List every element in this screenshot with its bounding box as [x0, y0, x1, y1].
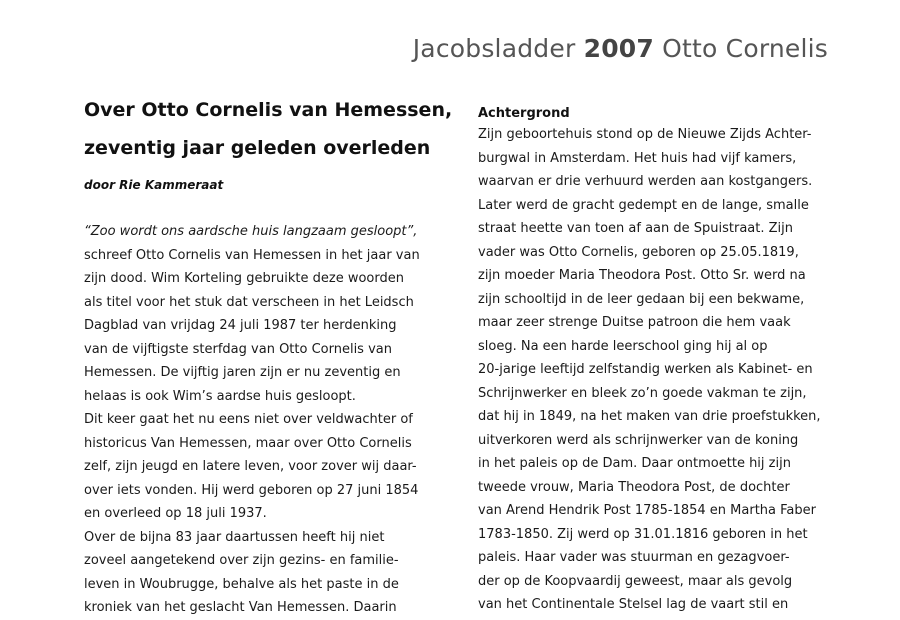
- text-line: en overleed op 18 juli 1937.: [84, 506, 267, 521]
- text-line: Schrijnwerker en bleek zo’n goede vakman te zijn,: [478, 385, 807, 401]
- text-line: Later werd de gracht gedempt en de lange, smalle: [478, 197, 809, 213]
- text-line: van Arend Hendrik Post 1785-1854 en Martha Faber: [478, 503, 816, 518]
- text-line: leven in Woubrugge, behalve als het paste in de: [84, 576, 399, 592]
- text-line: paleis. Haar vader was stuurman en gezagvoer-: [478, 550, 790, 565]
- text-line: Over de bijna 83 jaar daartussen heeft hij niet: [84, 529, 385, 545]
- text-line: zijn moeder Maria Theodora Post. Otto Sr. werd na: [478, 268, 806, 283]
- text-line: “Zoo wordt ons aardsche huis langzaam gesloopt”,: [84, 224, 418, 239]
- section-heading: Achtergrond: [478, 106, 570, 121]
- text-line: dat hij in 1849, na het maken van drie proefstukken,: [478, 409, 821, 424]
- text-line: Dit keer gaat het nu eens niet over veldwachter of: [84, 412, 413, 427]
- article-byline: door Rie Kammeraat: [84, 178, 224, 192]
- text-line: 20-jarige leeftijd zelfstandig werken als Kabinet- en: [478, 362, 813, 377]
- header-title-part1: Jacobsladder: [412, 34, 576, 63]
- text-line: van het Continentale Stelsel lag de vaart stil en: [478, 597, 789, 612]
- text-line: over iets vonden. Hij werd geboren op 27 juni 1854: [84, 482, 419, 498]
- text-line: kroniek van het geslacht Van Hemessen. Daarin: [84, 600, 397, 615]
- text-line: zelf, zijn jeugd en latere leven, voor zover wij daar-: [84, 459, 417, 474]
- text-line: als titel voor het stuk dat verscheen in het Leidsch: [84, 294, 414, 310]
- text-line: Dagblad van vrijdag 24 juli 1987 ter herdenking: [84, 318, 397, 333]
- text-line: schreef Otto Cornelis van Hemessen in het jaar van: [84, 247, 420, 263]
- text-line: van de vijftigste sterfdag van Otto Cornelis van: [84, 341, 392, 357]
- text-line: zijn schooltijd in de leer gedaan bij een bekwame,: [478, 291, 805, 307]
- right-column-text: [478, 123, 821, 617]
- article-title-line-1: Over Otto Cornelis van Hemessen,: [84, 99, 453, 121]
- text-line: der op de Koopvaardij geweest, maar als gevolg: [478, 573, 793, 589]
- left-column-text: [84, 220, 420, 620]
- text-line: historicus Van Hemessen, maar over Otto Cornelis: [84, 435, 412, 451]
- text-line: straat heette van toen af aan de Spuistraat. Zijn: [478, 221, 793, 236]
- text-line: sloeg. Na een harde leerschool ging hij al op: [478, 338, 768, 354]
- text-line: Hemessen. De vijftig jaren zijn er nu zeventig en: [84, 365, 401, 380]
- page-header: [413, 34, 828, 63]
- header-year: 2007: [583, 34, 654, 63]
- text-line: zijn dood. Wim Korteling gebruikte deze woorden: [84, 271, 404, 286]
- text-line: waarvan er drie verhuurd werden aan kostgangers.: [478, 174, 813, 189]
- text-line: helaas is ook Wim’s aardse huis gesloopt.: [84, 388, 356, 404]
- article-title-line-2: zeventig jaar geleden overleden: [84, 137, 431, 159]
- text-line: vader was Otto Cornelis, geboren op 25.05.1819,: [478, 244, 799, 260]
- text-line: burgwal in Amsterdam. Het huis had vijf kamers,: [478, 150, 797, 166]
- text-line: uitverkoren werd als schrijnwerker van de koning: [478, 432, 799, 448]
- text-line: Zijn geboortehuis stond op de Nieuwe Zijds Achter-: [478, 127, 812, 142]
- text-line: tweede vrouw, Maria Theodora Post, de dochter: [478, 479, 790, 495]
- text-line: 1783-1850. Zij werd op 31.01.1816 geboren in het: [478, 526, 808, 542]
- text-line: zoveel aangetekend over zijn gezins- en familie-: [84, 553, 399, 568]
- text-line: in het paleis op de Dam. Daar ontmoette hij zijn: [478, 456, 791, 471]
- text-line: maar zeer strenge Duitse patroon die hem vaak: [478, 315, 791, 330]
- header-title-part2: Otto Cornelis: [662, 34, 828, 63]
